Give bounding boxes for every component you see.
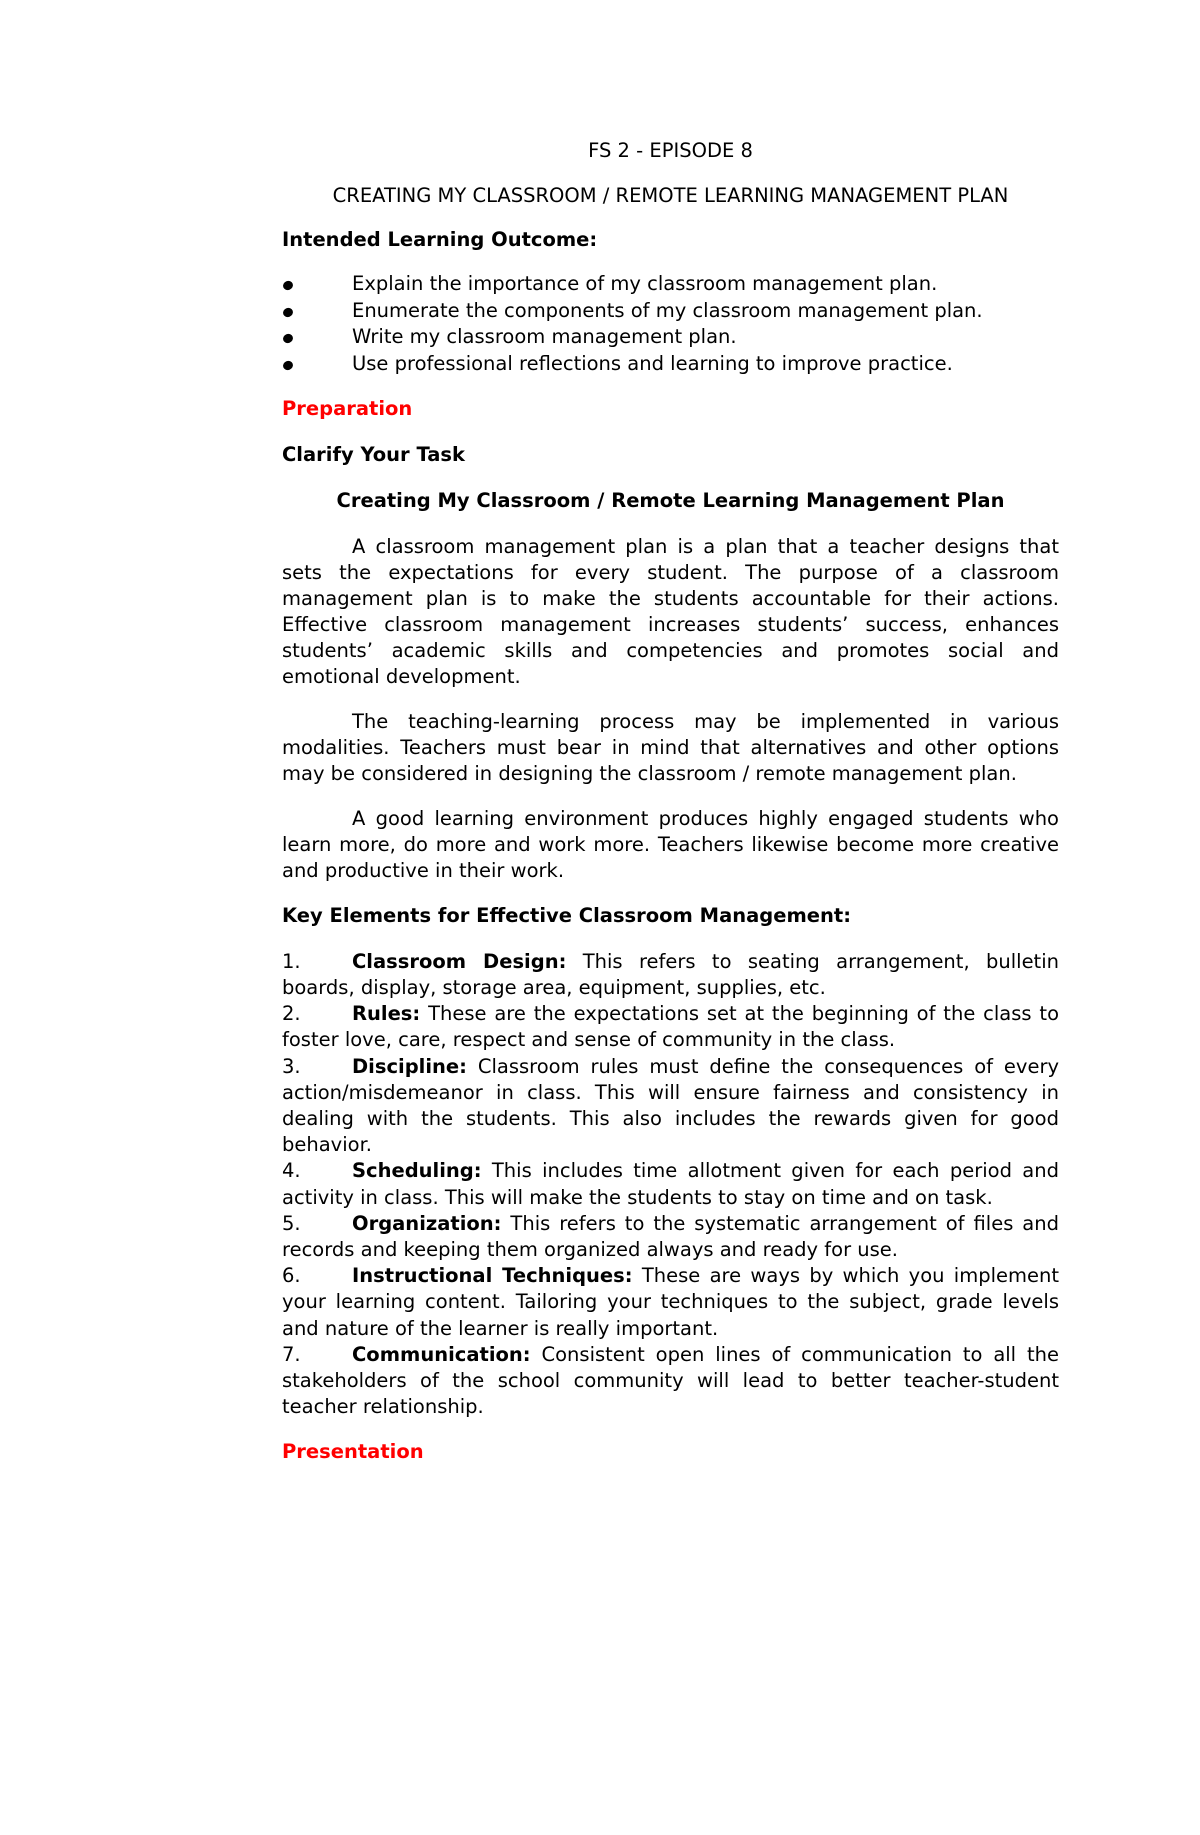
paragraph-modalities: The teaching-learning process may be implemented in various modalities. Teachers must bear in mind that alternatives and other options may be considered in designing the classroom / remote management plan. [282,709,1059,785]
bullet-icon [282,333,294,345]
plan-title: Creating My Classroom / Remote Learning Management Plan [336,488,1005,512]
item-term: Rules: [352,1002,421,1026]
ilo-item: Use professional reflections and learning to improve practice. [282,351,1059,378]
item-text: This refers to seating arrangement, bulletin boards, display, storage area, equipment, supplies, etc. [282,949,1059,1000]
item-term: Instructional Techniques: [352,1264,633,1288]
ilo-item: Explain the importance of my classroom management plan. [282,271,1059,298]
item-text: This includes time allotment given for each period and activity in class. This will make the students to stay on time and on task. [282,1159,1059,1209]
paragraph-classroom-plan: A classroom management plan is a plan that a teacher designs that sets the expectations for every student. The purpose of a classroom management plan is to make the students accountable for their actions. Effective classroom management increases students’ success, enhances students’ academic skills and competencies and promotes social and emotional development. [282,534,1059,688]
main-title: CREATING MY CLASSROOM / REMOTE LEARNING MANAGEMENT PLAN [332,184,1009,207]
key-element-item [282,1158,1059,1210]
key-element-item [282,1263,1059,1342]
key-element-item [282,1001,1059,1053]
item-number: 2. [282,1002,301,1026]
key-elements-list [282,949,1059,1421]
ilo-list [282,271,1059,378]
item-number: 3. [282,1054,301,1078]
bullet-icon [282,280,294,292]
ilo-item: Enumerate the components of my classroom management plan. [282,298,1059,325]
item-term: Classroom Design: [352,949,567,973]
item-text: These are ways by which you implement your learning content. Tailoring your techniques to the subject, grade levels and nature of the learner is really important. [282,1264,1059,1340]
item-text: These are the expectations set at the beginning of the class to foster love, care, respect and sense of community in the class. [282,1002,1059,1052]
item-text: Classroom rules must define the consequences of every action/misdemeanor in class. This will ensure fairness and consistency in dealing with the students. This also includes the rewards given for good behavior. [282,1054,1059,1157]
episode-title: FS 2 - EPISODE 8 [588,139,753,162]
item-text: Consistent open lines of communication to all the stakeholders of the school community will lead to better teacher-student teacher relationship. [282,1342,1059,1419]
bullet-icon [282,360,294,372]
ilo-item: Write my classroom management plan. [282,324,1059,351]
ilo-heading: Intended Learning Outcome: [282,228,598,251]
item-number: 5. [282,1211,301,1235]
key-element-item [282,949,1059,1001]
preparation-heading: Preparation [282,396,413,420]
item-text: This refers to the systematic arrangement of files and records and keeping them organized always and ready for use. [282,1211,1059,1262]
item-number: 6. [282,1264,301,1288]
item-term: Discipline: [352,1054,467,1078]
item-number: 1. [282,949,301,973]
item-number: 4. [282,1159,301,1183]
key-element-item [282,1211,1059,1263]
presentation-heading: Presentation [282,1440,424,1464]
key-element-item [282,1342,1059,1421]
item-term: Scheduling: [352,1159,482,1183]
bullet-icon [282,306,294,318]
item-term: Communication: [352,1342,531,1366]
document-page [282,138,1059,1465]
clarify-task-heading: Clarify Your Task [282,442,465,466]
key-elements-heading: Key Elements for Effective Classroom Management: [282,903,852,927]
item-term: Organization: [352,1211,502,1235]
key-element-item [282,1054,1059,1159]
item-number: 7. [282,1342,301,1366]
paragraph-learning-environment: A good learning environment produces highly engaged students who learn more, do more and work more. Teachers likewise become more creative and productive in their work. [282,806,1059,882]
